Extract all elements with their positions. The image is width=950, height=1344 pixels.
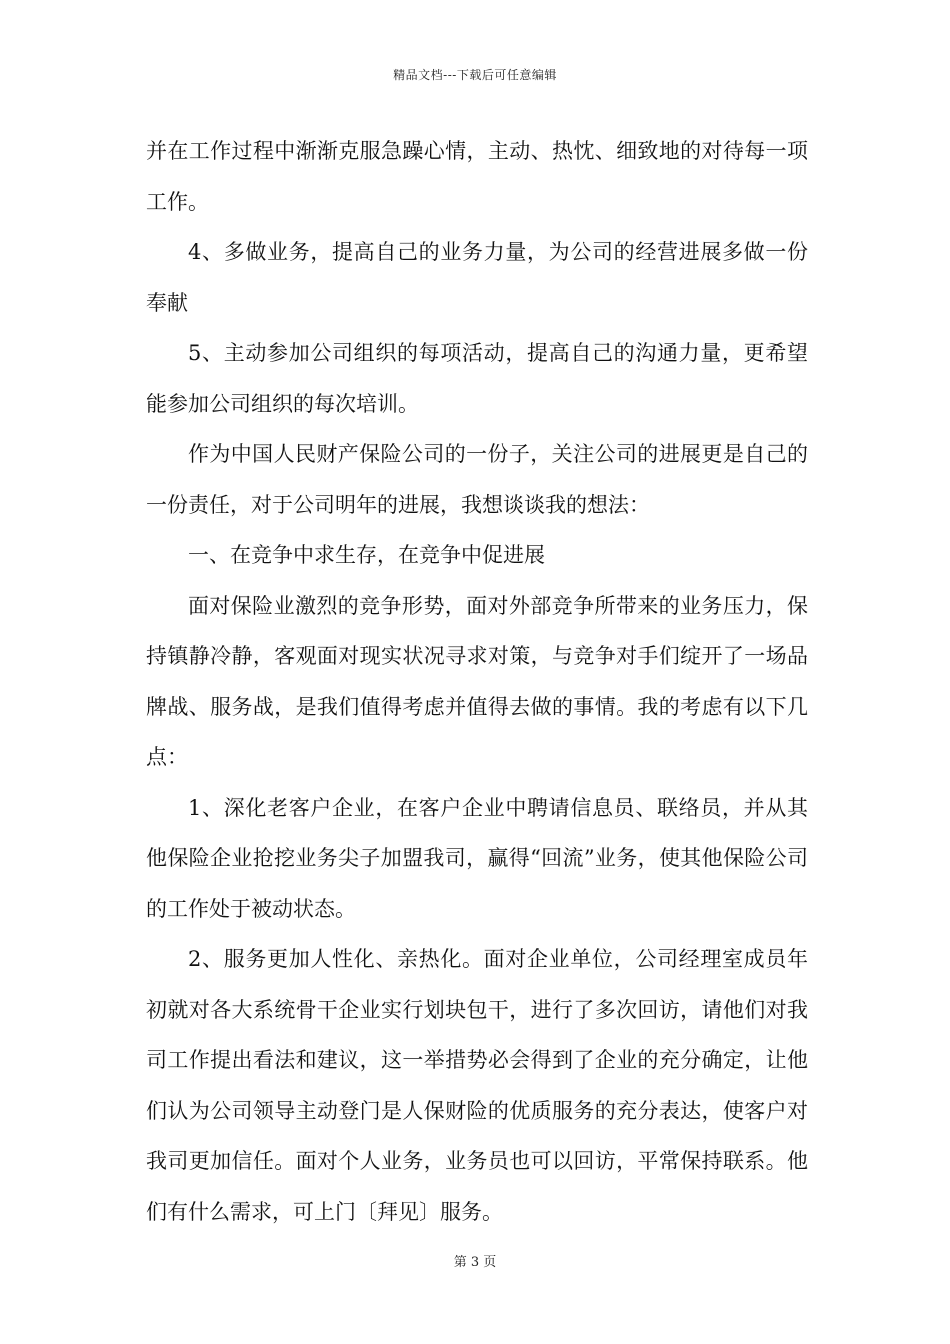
- paragraph: 面对保险业激烈的竞争形势，面对外部竞争所带来的业务压力，保持镇静冷静，客观面对现实状况寻求对策，与竞争对手们绽开了一场品牌战、服务战，是我们值得考虑并值得去做的事情。我的考虑有以下几点：: [146, 593, 808, 769]
- section-heading: 一、在竞争中求生存，在竞争中促进展: [188, 543, 545, 567]
- page-header: 精品文档---下载后可任意编辑: [393, 68, 557, 82]
- document-body: [146, 126, 808, 1237]
- paragraph: 并在工作过程中渐渐克服急躁心情，主动、热忱、细致地的对待每一项工作。: [146, 139, 808, 214]
- paragraph: 5、主动参加公司组织的每项活动，提高自己的沟通力量，更希望能参加公司组织的每次培训。: [146, 341, 808, 416]
- page-number: 第 3 页: [453, 1255, 497, 1270]
- paragraph: 2、服务更加人性化、亲热化。面对企业单位，公司经理室成员年初就对各大系统骨干企业实行划块包干，进行了多次回访，请他们对我司工作提出看法和建议，这一举措势必会得到了企业的充分确定，让他们认为公司领导主动登门是人保财险的优质服务的充分表达，使客户对我司更加信任。面对个人业务，业务员也可以回访，平常保持联系。他们有什么需求，可上门〔拜见〕服务。: [146, 947, 808, 1224]
- paragraph: 1、深化老客户企业，在客户企业中聘请信息员、联络员，并从其他保险企业抢挖业务尖子加盟我司，赢得“回流”业务，使其他保险公司的工作处于被动状态。: [146, 795, 808, 921]
- paragraph: 作为中国人民财产保险公司的一份子，关注公司的进展更是自己的一份责任，对于公司明年的进展，我想谈谈我的想法：: [146, 442, 808, 517]
- paragraph: 4、多做业务，提高自己的业务力量，为公司的经营进展多做一份奉献: [146, 240, 808, 315]
